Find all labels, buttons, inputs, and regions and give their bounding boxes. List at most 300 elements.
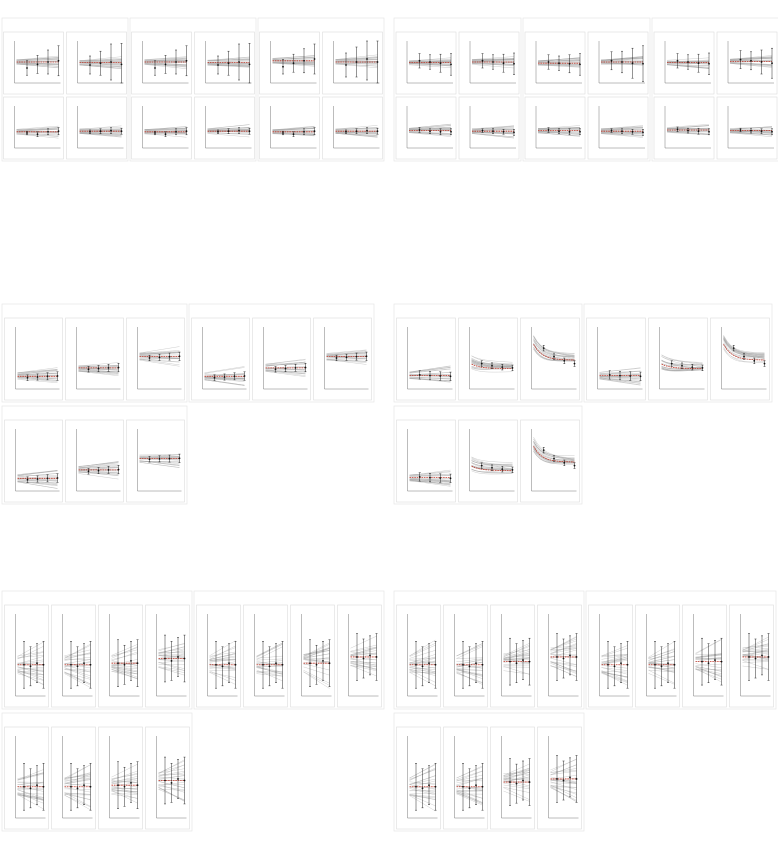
group-aWA [258,18,384,161]
data-point [563,780,565,782]
data-point [429,477,431,479]
data-point [543,347,545,349]
data-point [27,479,29,481]
panel [396,97,456,159]
data-point [118,469,120,471]
panel-frame [459,420,518,502]
data-point [186,60,188,62]
panel-frame [66,420,124,502]
data-point [607,664,609,666]
data-point [345,131,347,133]
data-point [556,778,558,780]
data-point [356,130,358,132]
data-point [282,66,284,68]
data-point [654,664,656,666]
panel [127,318,185,400]
data-point [429,130,431,132]
data-point [569,131,571,133]
data-point [222,665,224,667]
data-point [249,64,251,66]
data-point [529,661,531,663]
data-point [121,64,123,66]
panel [459,97,519,159]
data-point [708,63,710,65]
data-point [614,665,616,667]
group-aMVRS [394,304,582,402]
data-point [574,465,576,467]
data-point [124,786,126,788]
data-point [569,654,571,656]
data-point [43,664,45,666]
data-point [491,365,493,367]
data-point [677,60,679,62]
data-point [708,131,710,133]
data-point [130,782,132,784]
data-point [492,61,494,63]
data-point [70,664,72,666]
data-point [435,786,437,788]
data-point [356,356,358,358]
data-point [428,784,430,786]
panel [244,605,288,707]
data-point [698,130,700,132]
data-point [522,780,524,782]
data-point [576,656,578,658]
data-point [275,662,277,664]
panel [649,318,708,400]
data-point [415,786,417,788]
group-MFPIgen [130,18,256,161]
data-point [90,786,92,788]
data-point [619,375,621,377]
data-point [217,131,219,133]
data-point [154,132,156,134]
data-point [83,662,85,664]
panel-frame [444,727,488,829]
group-aMVRS [394,591,584,709]
panel-frame [192,318,250,400]
data-point [761,654,763,656]
data-point [77,787,79,789]
panel [338,605,382,707]
panel-frame [5,605,49,707]
panel [67,32,127,94]
data-point [419,476,421,478]
panel [314,318,372,400]
panel [5,605,49,707]
panel [4,32,64,94]
data-point [164,658,166,660]
data-point [609,374,611,376]
data-point [282,132,284,134]
data-point [761,61,763,63]
panel [444,727,488,829]
data-point [177,778,179,780]
data-point [356,61,358,63]
data-point [228,130,230,132]
data-point [363,658,365,660]
data-point [509,781,511,783]
group-MFPIgen [584,304,772,402]
data-point [23,786,25,788]
data-point [429,375,431,377]
panel [5,727,49,829]
data-point [475,784,477,786]
data-point [439,375,441,377]
panel-frame [459,318,518,400]
data-point [177,656,179,658]
data-point [661,665,663,667]
data-point [377,130,379,132]
data-point [429,61,431,63]
panel-frame [636,605,680,707]
panel-frame [538,605,582,707]
data-point [691,366,693,368]
data-point [377,61,379,63]
panel [99,727,143,829]
panel [52,727,96,829]
data-point [512,367,514,369]
data-point [702,367,704,369]
data-point [175,61,177,63]
panel-frame [397,605,441,707]
panel-frame [66,318,124,400]
panel [636,605,680,707]
panel [132,97,192,159]
data-point [295,367,297,369]
data-point [346,356,348,358]
data-point [563,658,565,660]
data-point [512,469,514,471]
data-point [513,132,515,134]
data-point [701,661,703,663]
data-point [743,356,745,358]
data-point [83,784,85,786]
data-point [482,786,484,788]
data-point [37,376,39,378]
data-point [293,133,295,135]
data-point [681,365,683,367]
data-point [262,664,264,666]
chart-block-age-B [2,18,384,161]
data-point [269,665,271,667]
data-point [90,664,92,666]
panel-frame [5,318,63,400]
data-point [159,356,161,358]
data-point [611,60,613,62]
panel [5,318,63,400]
data-point [621,130,623,132]
data-point [574,363,576,365]
data-point [43,786,45,788]
data-point [439,477,441,479]
data-point [369,654,371,656]
data-point [108,367,110,369]
panel [730,605,774,707]
panel-frame [253,318,311,400]
data-point [322,660,324,662]
data-point [642,63,644,65]
data-point [450,375,452,377]
data-point [47,375,49,377]
data-point [671,363,673,365]
data-point [558,62,560,64]
group-aWA [2,406,187,504]
data-point [356,656,358,658]
data-point [309,662,311,664]
data-point [179,355,181,357]
chart-block-stage-B [2,304,374,504]
data-point [336,357,338,359]
data-point [130,660,132,662]
data-point [708,662,710,664]
data-point [149,357,151,359]
panel [683,605,727,707]
data-point [462,664,464,666]
data-point [171,782,173,784]
panel [538,605,582,707]
data-point [748,656,750,658]
data-point [366,58,368,60]
panel [717,32,777,94]
panel [588,32,648,94]
data-point [36,662,38,664]
data-point [435,664,437,666]
panel-frame [291,605,335,707]
data-point [632,62,634,64]
data-point [415,664,417,666]
panel-frame [244,605,288,707]
data-point [36,784,38,786]
data-point [755,658,757,660]
data-point [214,377,216,379]
data-point [228,62,230,64]
data-point [503,62,505,64]
data-point [674,664,676,666]
data-point [721,661,723,663]
data-point [513,63,515,65]
data-point [121,130,123,132]
panel [587,318,646,400]
data-point [154,67,156,69]
data-point [169,458,171,460]
panel-frame [444,605,488,707]
data-point [764,363,766,365]
data-point [640,375,642,377]
data-point [217,64,219,66]
data-point [37,478,39,480]
data-point [314,130,316,132]
data-point [117,784,119,786]
data-point [501,366,503,368]
panel [197,605,241,707]
data-point [687,61,689,63]
data-point [667,662,669,664]
data-point [450,477,452,479]
panel-frame [99,605,143,707]
data-point [492,130,494,132]
panel-frame [587,318,646,400]
data-point [548,129,550,131]
panel [260,32,320,94]
panel [444,605,488,707]
data-point [509,661,511,663]
data-point [569,776,571,778]
data-point [501,468,503,470]
data-point [57,477,59,479]
data-point [224,376,226,378]
data-point [563,360,565,362]
data-point [314,58,316,60]
panel [132,32,192,94]
data-point [469,787,471,789]
data-point [698,62,700,64]
data-point [175,131,177,133]
data-point [234,375,236,377]
panel [654,97,714,159]
panel [525,32,585,94]
data-point [70,786,72,788]
data-point [164,780,166,782]
data-point [118,367,120,369]
data-point [450,64,452,66]
data-point [169,356,171,358]
data-point [629,375,631,377]
data-point [440,131,442,133]
panel [538,727,582,829]
panel-frame [459,32,519,94]
data-point [47,131,49,133]
panel-frame [683,605,727,707]
group-aWA [394,406,582,504]
data-point [366,130,368,132]
data-point [244,375,246,377]
panel-frame [397,420,456,502]
panel [192,318,250,400]
data-point [89,64,91,66]
panel-frame [397,727,441,829]
data-point [419,129,421,131]
data-point [316,664,318,666]
panel-frame [52,605,96,707]
data-point [238,130,240,132]
data-point [117,662,119,664]
data-point [137,784,139,786]
panel [459,420,518,502]
panel [396,32,456,94]
chart-block-stage-D [394,304,772,504]
panel [260,97,320,159]
data-point [23,664,25,666]
data-point [753,360,755,362]
data-point [149,458,151,460]
data-point [179,457,181,459]
panel [323,97,383,159]
data-point [422,665,424,667]
data-point [47,477,49,479]
data-point [563,462,565,464]
data-point [366,355,368,357]
data-point [249,130,251,132]
data-point [503,131,505,133]
panel [195,97,255,159]
data-point [740,59,742,61]
data-point [228,662,230,664]
panel-frame [730,605,774,707]
panel [52,605,96,707]
data-point [481,465,483,467]
data-point [632,131,634,133]
data-point [26,132,28,134]
data-point [771,131,773,133]
panel [5,420,63,502]
data-point [47,61,49,63]
panel-frame [521,318,580,400]
data-point [26,67,28,69]
data-point [750,60,752,62]
panel [291,605,335,707]
data-point [57,375,59,377]
data-point [285,368,287,370]
data-point [529,781,531,783]
data-point [481,363,483,365]
group-aWA [394,713,584,831]
panel [66,318,124,400]
data-point [303,131,305,133]
data-point [238,61,240,63]
data-point [305,367,307,369]
data-point [58,60,60,62]
data-point [37,64,39,66]
panel-frame [5,420,63,502]
data-point [165,133,167,135]
group-MFPIgen [194,591,384,709]
panel [397,420,456,502]
data-point [627,664,629,666]
panel [397,727,441,829]
data-point [428,662,430,664]
panel [711,318,770,400]
panel [525,97,585,159]
group-MFPIgen [523,18,650,161]
panel [654,32,714,94]
group-aWA [2,713,192,831]
data-point [620,662,622,664]
data-point [215,664,217,666]
group-aMVRS [394,18,521,161]
data-point [293,62,295,64]
panel [4,97,64,159]
data-point [482,664,484,666]
data-point [89,131,91,133]
data-point [98,470,100,472]
panel [397,318,456,400]
group-MFPIgen [189,304,374,402]
panel [99,605,143,707]
data-point [440,62,442,64]
data-point [235,664,237,666]
panel [253,318,311,400]
panel-frame [132,97,192,159]
data-point [642,132,644,134]
group-MFPIgen [586,591,776,709]
data-point [733,347,735,349]
data-point [482,130,484,132]
panel-frame [491,727,535,829]
data-point [714,659,716,661]
data-point [491,467,493,469]
data-point [548,61,550,63]
